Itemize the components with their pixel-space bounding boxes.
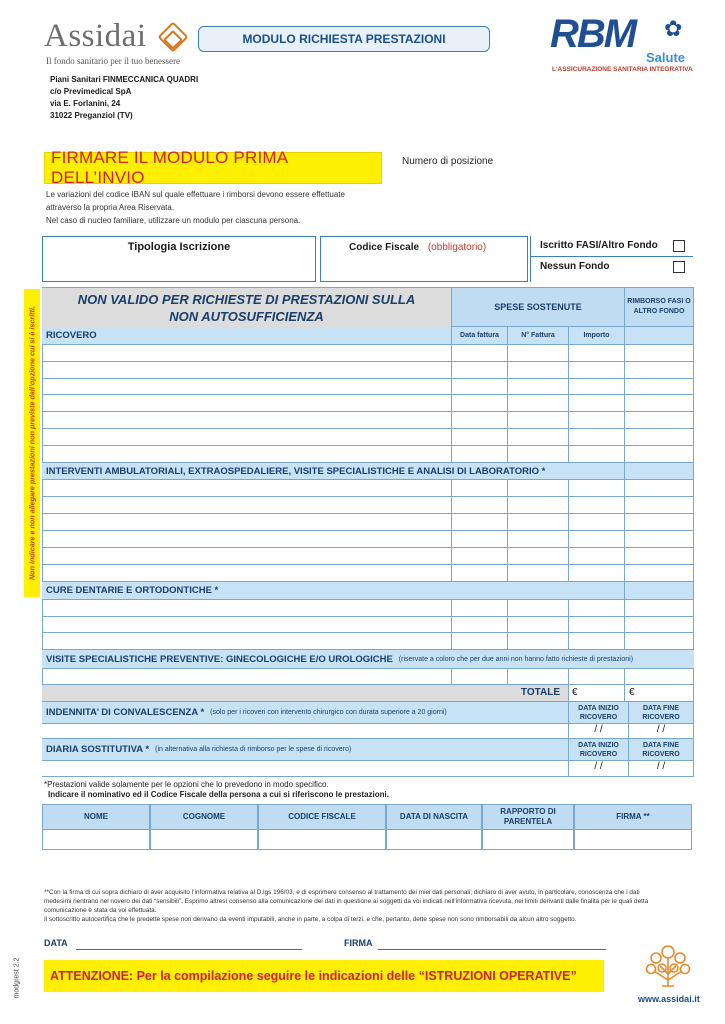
birth-date-header: DATA DI NASCITA [386, 804, 482, 830]
table-row [42, 531, 694, 548]
amount-cell[interactable] [568, 480, 624, 496]
notes [46, 188, 416, 227]
section-dental: CURE DENTARIE E ORTODONTICHE * [46, 585, 219, 596]
invoice-date-cell[interactable] [451, 379, 507, 395]
reimbursement-cell[interactable] [624, 531, 694, 547]
side-note-text: Non indicare e non allegare prestazioni non previste dall’opzione cui si è iscritti. [27, 306, 37, 580]
tree-icon [642, 940, 694, 992]
invoice-date-cell[interactable] [451, 446, 507, 462]
invoice-number-cell[interactable] [507, 480, 568, 496]
position-number-label: Numero di posizione [402, 156, 494, 167]
amount-cell[interactable] [568, 395, 624, 411]
enrollment-type-field[interactable] [42, 236, 316, 282]
address-line: Piani Sanitari FINMECCANICA QUADRI [50, 75, 199, 84]
description-cell[interactable] [42, 345, 451, 361]
reimbursement-cell[interactable] [624, 514, 694, 530]
reimbursement-cell[interactable] [624, 395, 694, 411]
amount-cell[interactable] [568, 412, 624, 428]
reimbursement-cell[interactable] [624, 617, 694, 633]
tax-code-input[interactable] [258, 830, 386, 850]
description-cell[interactable] [42, 379, 451, 395]
amount-cell[interactable] [568, 379, 624, 395]
amount-cell[interactable] [568, 497, 624, 513]
assidai-logo-text: Assidai [44, 18, 147, 54]
description-cell[interactable] [42, 531, 451, 547]
name-header: NOME [42, 804, 150, 830]
start-date-header: DATA INIZIO RICOVERO [568, 702, 628, 723]
signature-header: FIRMA ** [574, 804, 692, 830]
reimbursement-header: RIMBORSO FASI O ALTRO FONDO [624, 288, 694, 326]
website-link[interactable]: www.assidai.it [638, 994, 700, 1004]
description-cell[interactable] [42, 617, 451, 633]
section-preventive-note: (riservate a coloro che per due anni non hanno fatto richieste di prestazioni) [398, 655, 634, 663]
address-block [50, 74, 198, 122]
convalescence-label: INDENNITA’ DI CONVALESCENZA * [46, 707, 205, 718]
amount-cell[interactable] [568, 633, 624, 649]
amount-cell[interactable] [568, 446, 624, 462]
invoice-number-cell[interactable] [507, 565, 568, 581]
allowance-end-date[interactable]: / / [628, 761, 694, 776]
reimbursement-cell[interactable] [624, 379, 694, 395]
signature-field[interactable] [574, 830, 692, 850]
name-field[interactable] [42, 830, 150, 850]
no-fund-checkbox[interactable] [673, 261, 685, 273]
section-hospitalization: RICOVERO [46, 330, 97, 341]
rbm-logo [550, 12, 693, 78]
amount-cell[interactable] [568, 617, 624, 633]
relationship-field[interactable] [482, 830, 574, 850]
table-row [42, 429, 694, 446]
date-label: DATA [44, 938, 68, 948]
surname-header: COGNOME [150, 804, 258, 830]
description-cell[interactable] [42, 480, 451, 496]
date-field[interactable] [76, 949, 302, 950]
invoice-date-cell[interactable] [451, 548, 507, 564]
convalescence-note: (solo per i ricoveri con intervento chirurgico con durata superiore a 20 giorni) [210, 709, 447, 716]
no-fund-option-label: Nessun Fondo [540, 261, 610, 272]
note-line: Nel caso di nucleo familiare, utilizzare un modulo per ciascuna persona. [46, 216, 301, 225]
celtic-knot-icon [157, 21, 188, 52]
invoice-number-cell[interactable] [507, 429, 568, 445]
invoice-date-cell[interactable] [451, 362, 507, 378]
start-date-header: DATA INIZIO RICOVERO [568, 739, 628, 760]
invoice-date-cell[interactable] [451, 617, 507, 633]
invoice-number-header: N° Fattura [507, 327, 568, 344]
invoice-number-cell[interactable] [507, 548, 568, 564]
total-reimbursement[interactable]: € [624, 685, 694, 701]
reimbursement-cell[interactable] [624, 345, 694, 361]
amount-cell[interactable] [568, 429, 624, 445]
amount-cell[interactable] [568, 514, 624, 530]
address-line: c/o Previmedical SpA [50, 87, 132, 96]
reimbursement-cell[interactable] [624, 362, 694, 378]
sign-warning-banner: FIRMARE IL MODULO PRIMA DELL’INVIO [44, 152, 382, 184]
footnote [44, 780, 389, 800]
privacy-line: medesimi rientrano nel novero dei dati “sensibili”. Esprimo altresì consenso alla comunicazione dei dati in questione ai soggetti da voi indicati nell’informativa ricevuta, nei limiti derivanti dalle finalità per le quali detta [44, 898, 649, 905]
description-cell[interactable] [42, 362, 451, 378]
invoice-date-cell[interactable] [451, 514, 507, 530]
invoice-date-cell[interactable] [451, 565, 507, 581]
description-cell[interactable] [42, 600, 451, 616]
note-line: Le variazioni del codice IBAN sul quale effettuare i rimborsi devono essere effettuate [46, 190, 345, 199]
reimbursement-cell[interactable] [624, 633, 694, 649]
table-row [42, 617, 694, 634]
table-row [42, 446, 694, 463]
privacy-line: Il sottoscritto autocertifica che le predette spese non derivano da eventi imputabili, anche in parte, a colpa di terzi, e che, pertanto, dette spese non sono rimborsabili da alcun altro soggetto. [44, 916, 577, 923]
assidai-tagline: Il fondo sanitario per il tuo benessere [46, 56, 180, 66]
invoice-date-cell[interactable] [451, 395, 507, 411]
note-line: attraverso la propria Area Riservata. [46, 203, 175, 212]
beneficiary-table [42, 804, 692, 850]
reimbursement-cell[interactable] [624, 548, 694, 564]
reimbursement-cell[interactable] [624, 600, 694, 616]
description-cell[interactable] [42, 446, 451, 462]
invoice-date-cell[interactable] [451, 480, 507, 496]
invoice-date-cell[interactable] [451, 633, 507, 649]
invoice-date-cell[interactable] [451, 412, 507, 428]
invoice-date-cell[interactable] [451, 669, 507, 684]
invoice-date-cell[interactable] [451, 531, 507, 547]
invoice-number-cell[interactable] [507, 633, 568, 649]
table-row [42, 548, 694, 565]
invoice-number-cell[interactable] [507, 617, 568, 633]
invoice-date-cell[interactable] [451, 497, 507, 513]
invoice-date-cell[interactable] [451, 600, 507, 616]
instructions-banner: ATTENZIONE: Per la compilazione seguire le indicazioni delle “ISTRUZIONI OPERATIVE” [44, 960, 604, 992]
section-preventive-label: VISITE SPECIALISTICHE PREVENTIVE: GINECOLOGICHE E/O UROLOGICHE [46, 653, 393, 665]
section-preventive [42, 650, 633, 668]
invoice-number-cell[interactable] [507, 379, 568, 395]
reimbursement-cell[interactable] [624, 497, 694, 513]
flower-icon: ✿ [664, 16, 683, 41]
privacy-statement [44, 888, 694, 924]
footnote-line: *Prestazioni valide solamente per le opzioni che lo prevedono in modo specifico. [44, 780, 329, 789]
side-note [24, 289, 40, 597]
table-row [42, 379, 694, 396]
privacy-line: **Con la firma di cui sopra dichiaro di aver acquisito l’informativa relativa al D.lgs 196/03, e di esprimere consenso al trattamento dei miei dati personali; dichiaro di aver avuto, in particolare, conoscenza che i dati [44, 889, 640, 896]
birth-date-field[interactable] [386, 830, 482, 850]
invoice-number-cell[interactable] [507, 600, 568, 616]
convalescence-end-date[interactable]: / / [628, 724, 694, 738]
signature-line[interactable] [378, 949, 606, 950]
invoice-date-header: Data fattura [451, 327, 507, 344]
form-title: MODULO RICHIESTA PRESTAZIONI [198, 26, 490, 52]
table-row [42, 395, 694, 412]
tax-code-field[interactable] [320, 236, 528, 282]
invoice-number-cell[interactable] [507, 669, 568, 684]
assidai-logo [44, 18, 194, 68]
fasi-option-label: Iscritto FASI/Altro Fondo [540, 240, 658, 251]
amount-cell[interactable] [568, 531, 624, 547]
tax-code-label: Codice Fiscale [349, 242, 420, 253]
reimbursement-cell[interactable] [624, 429, 694, 445]
description-cell[interactable] [42, 548, 451, 564]
description-cell[interactable] [42, 633, 451, 649]
privacy-line: comunicazione è stata da voi effettuata. [44, 907, 157, 914]
table-row [42, 412, 694, 429]
relationship-header: RAPPORTO DI PARENTELA [482, 804, 574, 830]
table-row [42, 514, 694, 531]
convalescence-start-date[interactable]: / / [568, 724, 628, 738]
section-convalescence [42, 702, 447, 723]
section-daily-allowance [42, 739, 351, 760]
invoice-number-cell[interactable] [507, 531, 568, 547]
amount-cell[interactable] [568, 345, 624, 361]
description-cell[interactable] [42, 395, 451, 411]
amount-header: Importo [568, 327, 624, 344]
reimbursement-cell[interactable] [624, 480, 694, 496]
rbm-salute-text: Salute [646, 50, 686, 65]
surname-field[interactable] [150, 830, 258, 850]
reimbursement-cell[interactable] [624, 669, 694, 684]
end-date-header: DATA FINE RICOVERO [628, 739, 694, 760]
invoice-date-cell[interactable] [451, 429, 507, 445]
description-cell[interactable] [42, 565, 451, 581]
amount-cell[interactable] [568, 565, 624, 581]
reimbursement-cell[interactable] [624, 565, 694, 581]
daily-allowance-label: DIARIA SOSTITUTIVA * [46, 744, 150, 755]
table-row [42, 345, 694, 362]
amount-cell[interactable] [568, 600, 624, 616]
footnote-line: Indicare il nominativo ed il Codice Fiscale della persona a cui si riferiscono le prestazioni. [48, 790, 389, 799]
reimbursement-cell[interactable] [624, 446, 694, 462]
table-row [42, 362, 694, 379]
invoice-number-cell[interactable] [507, 514, 568, 530]
table-row [42, 497, 694, 514]
address-line: 31022 Preganziol (TV) [50, 111, 133, 120]
rbm-logo-text: RBM [550, 12, 636, 56]
invoice-date-cell[interactable] [451, 345, 507, 361]
fund-options [530, 236, 693, 282]
enrollment-type-label: Tipologia Iscrizione [127, 241, 231, 253]
description-cell[interactable] [42, 429, 451, 445]
description-cell[interactable] [42, 514, 451, 530]
description-cell[interactable] [42, 412, 451, 428]
table-row [42, 600, 694, 617]
allowance-start-date[interactable]: / / [568, 761, 628, 776]
invoice-number-cell[interactable] [507, 412, 568, 428]
expenses-header: SPESE SOSTENUTE [451, 288, 624, 326]
form-code [10, 948, 24, 1008]
invoice-number-cell[interactable] [507, 497, 568, 513]
reimbursement-cell[interactable] [624, 412, 694, 428]
signature-label: FIRMA [344, 938, 373, 948]
amount-cell[interactable] [568, 548, 624, 564]
address-line: via E. Forlanini, 24 [50, 99, 121, 108]
invoice-number-cell[interactable] [507, 345, 568, 361]
table-title: NON VALIDO PER RICHIESTE DI PRESTAZIONI SULLA NON AUTOSUFFICIENZA [42, 288, 451, 327]
amount-cell[interactable] [568, 669, 624, 684]
form-code-text: modgrest 2.2 [13, 957, 21, 999]
total-amount[interactable]: € [568, 685, 624, 701]
table-row [42, 480, 694, 497]
fasi-checkbox[interactable] [673, 240, 685, 252]
required-label: (obbligatorio) [427, 242, 487, 253]
invoice-number-cell[interactable] [507, 446, 568, 462]
table-row [42, 565, 694, 582]
invoice-number-cell[interactable] [507, 362, 568, 378]
amount-cell[interactable] [568, 362, 624, 378]
invoice-number-cell[interactable] [507, 395, 568, 411]
section-outpatient: INTERVENTI AMBULATORIALI, EXTRAOSPEDALIERE, VISITE SPECIALISTICHE E ANALISI DI LABORATORIO * [46, 465, 546, 477]
description-cell[interactable] [42, 497, 451, 513]
description-cell[interactable] [42, 669, 451, 684]
table-row [42, 633, 694, 650]
total-label: TOTALE [520, 687, 560, 698]
daily-allowance-note: (in alternativa alla richiesta di rimborso per le spese di ricovero) [155, 746, 352, 753]
table-row [42, 669, 694, 685]
end-date-header: DATA FINE RICOVERO [628, 702, 694, 723]
tax-code-header: CODICE FISCALE [258, 804, 386, 830]
rbm-tagline: L'ASSICURAZIONE SANITARIA INTEGRATIVA [552, 66, 693, 73]
